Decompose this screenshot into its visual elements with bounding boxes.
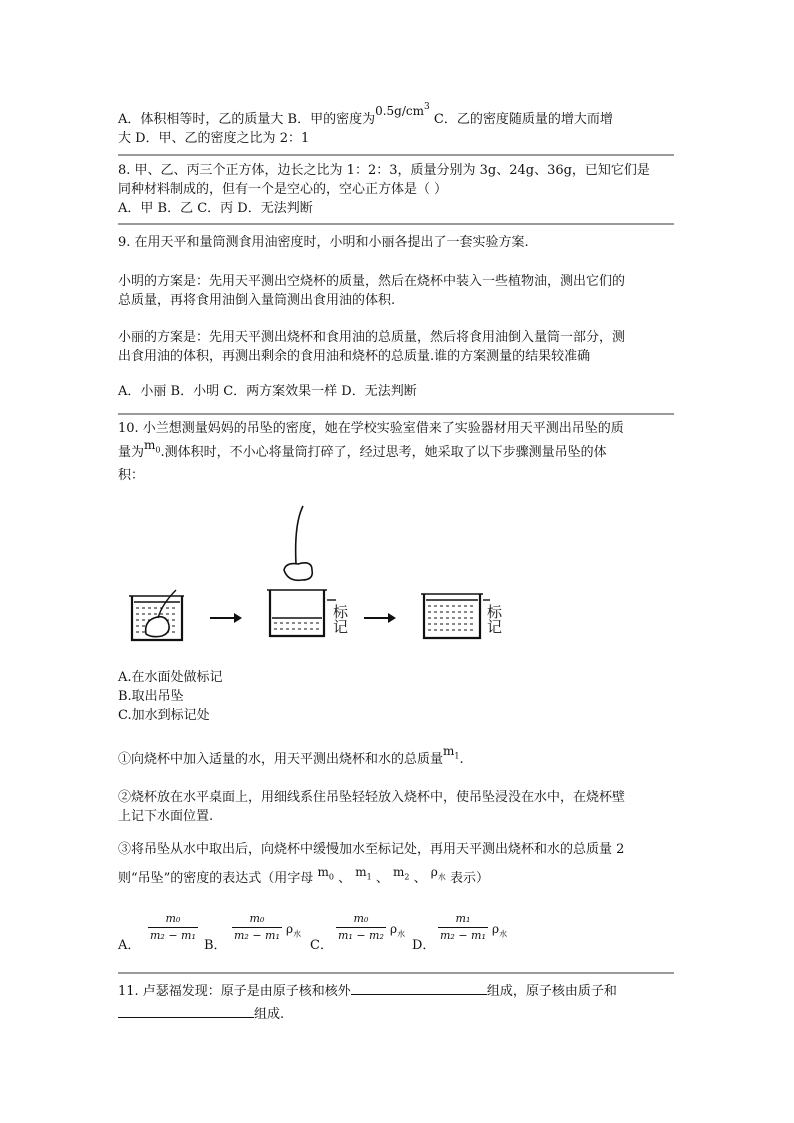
formula-b: $\frac{\text{m₀}}{\text{m₂ − m₁}}$ bbox=[234, 912, 280, 942]
m1-symbol: $m_1$ bbox=[443, 744, 460, 761]
divider bbox=[118, 223, 674, 225]
formula-b-rho: $\rho_水$ bbox=[286, 922, 302, 939]
q10-step-3: ③将吊坠从水中取出后，向烧杯中缓慢加水至标记处，再用天平测出烧杯和水的总质量 2 则“吊坠”的密度的表达式（用字母 $m_0$ 、 $m_1$ 、 $m_2$ 、 $\rho_水$ 表示） bbox=[118, 842, 625, 886]
beaker-with-pendant bbox=[129, 590, 184, 640]
question-11: 11. 卢瑟福发现：原子是由原子核和核外 组成，原子核由质子和 组成. bbox=[118, 980, 678, 1024]
q9-li-plan: 小丽的方案是：先用天平测出烧杯和食用油的总质量，然后将食用油倒入量筒一部分，测 出食用油的体积，再测出剩余的食用油和烧杯的总质量.谁的方案测量的结果较准确 bbox=[118, 330, 626, 364]
beaker-pendant-removed bbox=[267, 506, 336, 636]
question-10-stem: 10. 小兰想测量妈妈的吊坠的密度，她在学校实验室借来了实验器材用天平测出吊坠的质 量为$m_0$.测体积时，不小心将量筒打碎了，经过思考，她采取了以下步骤测量吊坠的体 积： bbox=[118, 421, 624, 484]
symbol-m0: $m_0$ bbox=[317, 865, 334, 882]
divider bbox=[118, 154, 674, 156]
option-d-label: D． bbox=[412, 938, 436, 953]
option-b-label: B． bbox=[204, 938, 227, 953]
question-9 bbox=[118, 233, 678, 252]
divider bbox=[118, 413, 674, 415]
q7-line-2: 大 D．甲、乙的密度之比为 2：1 bbox=[118, 131, 310, 146]
q10-steps-list: A.在水面处做标记 B.取出吊坠 C.加水到标记处 bbox=[118, 670, 223, 723]
answer-blank-1[interactable] bbox=[351, 980, 487, 995]
q9-ming-plan: 小明的方案是：先用天平测出空烧杯的质量，然后在烧杯中装入一些植物油，测出它们的 总质量，再将食用油倒入量筒测出食用油的体积. bbox=[118, 274, 626, 308]
q7-option-a-b: A．体积相等时，乙的质量大 B．甲的密度为 bbox=[118, 112, 376, 127]
question-8 bbox=[118, 161, 678, 218]
symbol-m1: $m_1$ bbox=[355, 865, 372, 882]
divider bbox=[118, 972, 674, 974]
q10-step-1: ①向烧杯中加入适量的水，用天平测出烧杯和水的总质量$m_1$. bbox=[118, 744, 464, 767]
q8-stem-line-1: 8. 甲、乙、丙三个正方体，边长之比为 1：2：3，质量分别为 3g、24g、36g，已知它们是 bbox=[118, 163, 650, 178]
option-c-label: C． bbox=[310, 938, 333, 953]
mark-label-2: 标记 bbox=[485, 604, 503, 634]
q7-density-value: $0.5g/cm^3$ bbox=[375, 102, 430, 118]
q9-options: A．小丽 B．小明 C．两方案效果一样 D．无法判断 bbox=[118, 384, 417, 399]
formula-d-rho: $\rho_水$ bbox=[492, 922, 508, 939]
answer-blank-2[interactable] bbox=[118, 1003, 254, 1018]
beaker-diagram bbox=[118, 504, 538, 654]
q10-formula-options bbox=[118, 912, 678, 952]
question-7-options bbox=[118, 102, 678, 148]
option-a-label: A． bbox=[118, 938, 141, 953]
symbol-m2: $m_2$ bbox=[393, 865, 410, 882]
m0-symbol: $m_0$ bbox=[144, 438, 161, 455]
formula-d: $\frac{\text{m₁}}{\text{m₂ − m₁}}$ bbox=[440, 912, 486, 942]
beaker-filled-to-mark bbox=[421, 594, 490, 638]
q10-step-2: ②烧杯放在水平桌面上，用细线系住吊坠轻轻放入烧杯中，使吊坠浸没在水中，在烧杯壁 上记下水面位置. bbox=[118, 790, 626, 824]
formula-c: $\frac{\text{m₀}}{\text{m₁ − m₂}}$ bbox=[338, 912, 384, 942]
q7-option-c: C．乙的密度随质量的增大而增 bbox=[429, 112, 613, 127]
q8-stem-line-2: 同种材料制成的，但有一个是空心的，空心正方体是（ ） bbox=[118, 182, 448, 197]
formula-c-rho: $\rho_水$ bbox=[390, 922, 406, 939]
symbol-rho-water: $\rho_水$ bbox=[430, 865, 446, 882]
formula-a: $\frac{\text{m₀}}{\text{m₂ − m₁}}$ bbox=[150, 912, 196, 942]
q9-stem: 9. 在用天平和量筒测食用油密度时，小明和小丽各提出了一套实验方案. bbox=[118, 235, 529, 250]
q8-options: A．甲 B．乙 C．丙 D．无法判断 bbox=[118, 201, 313, 216]
mark-label-1: 标记 bbox=[331, 604, 349, 634]
